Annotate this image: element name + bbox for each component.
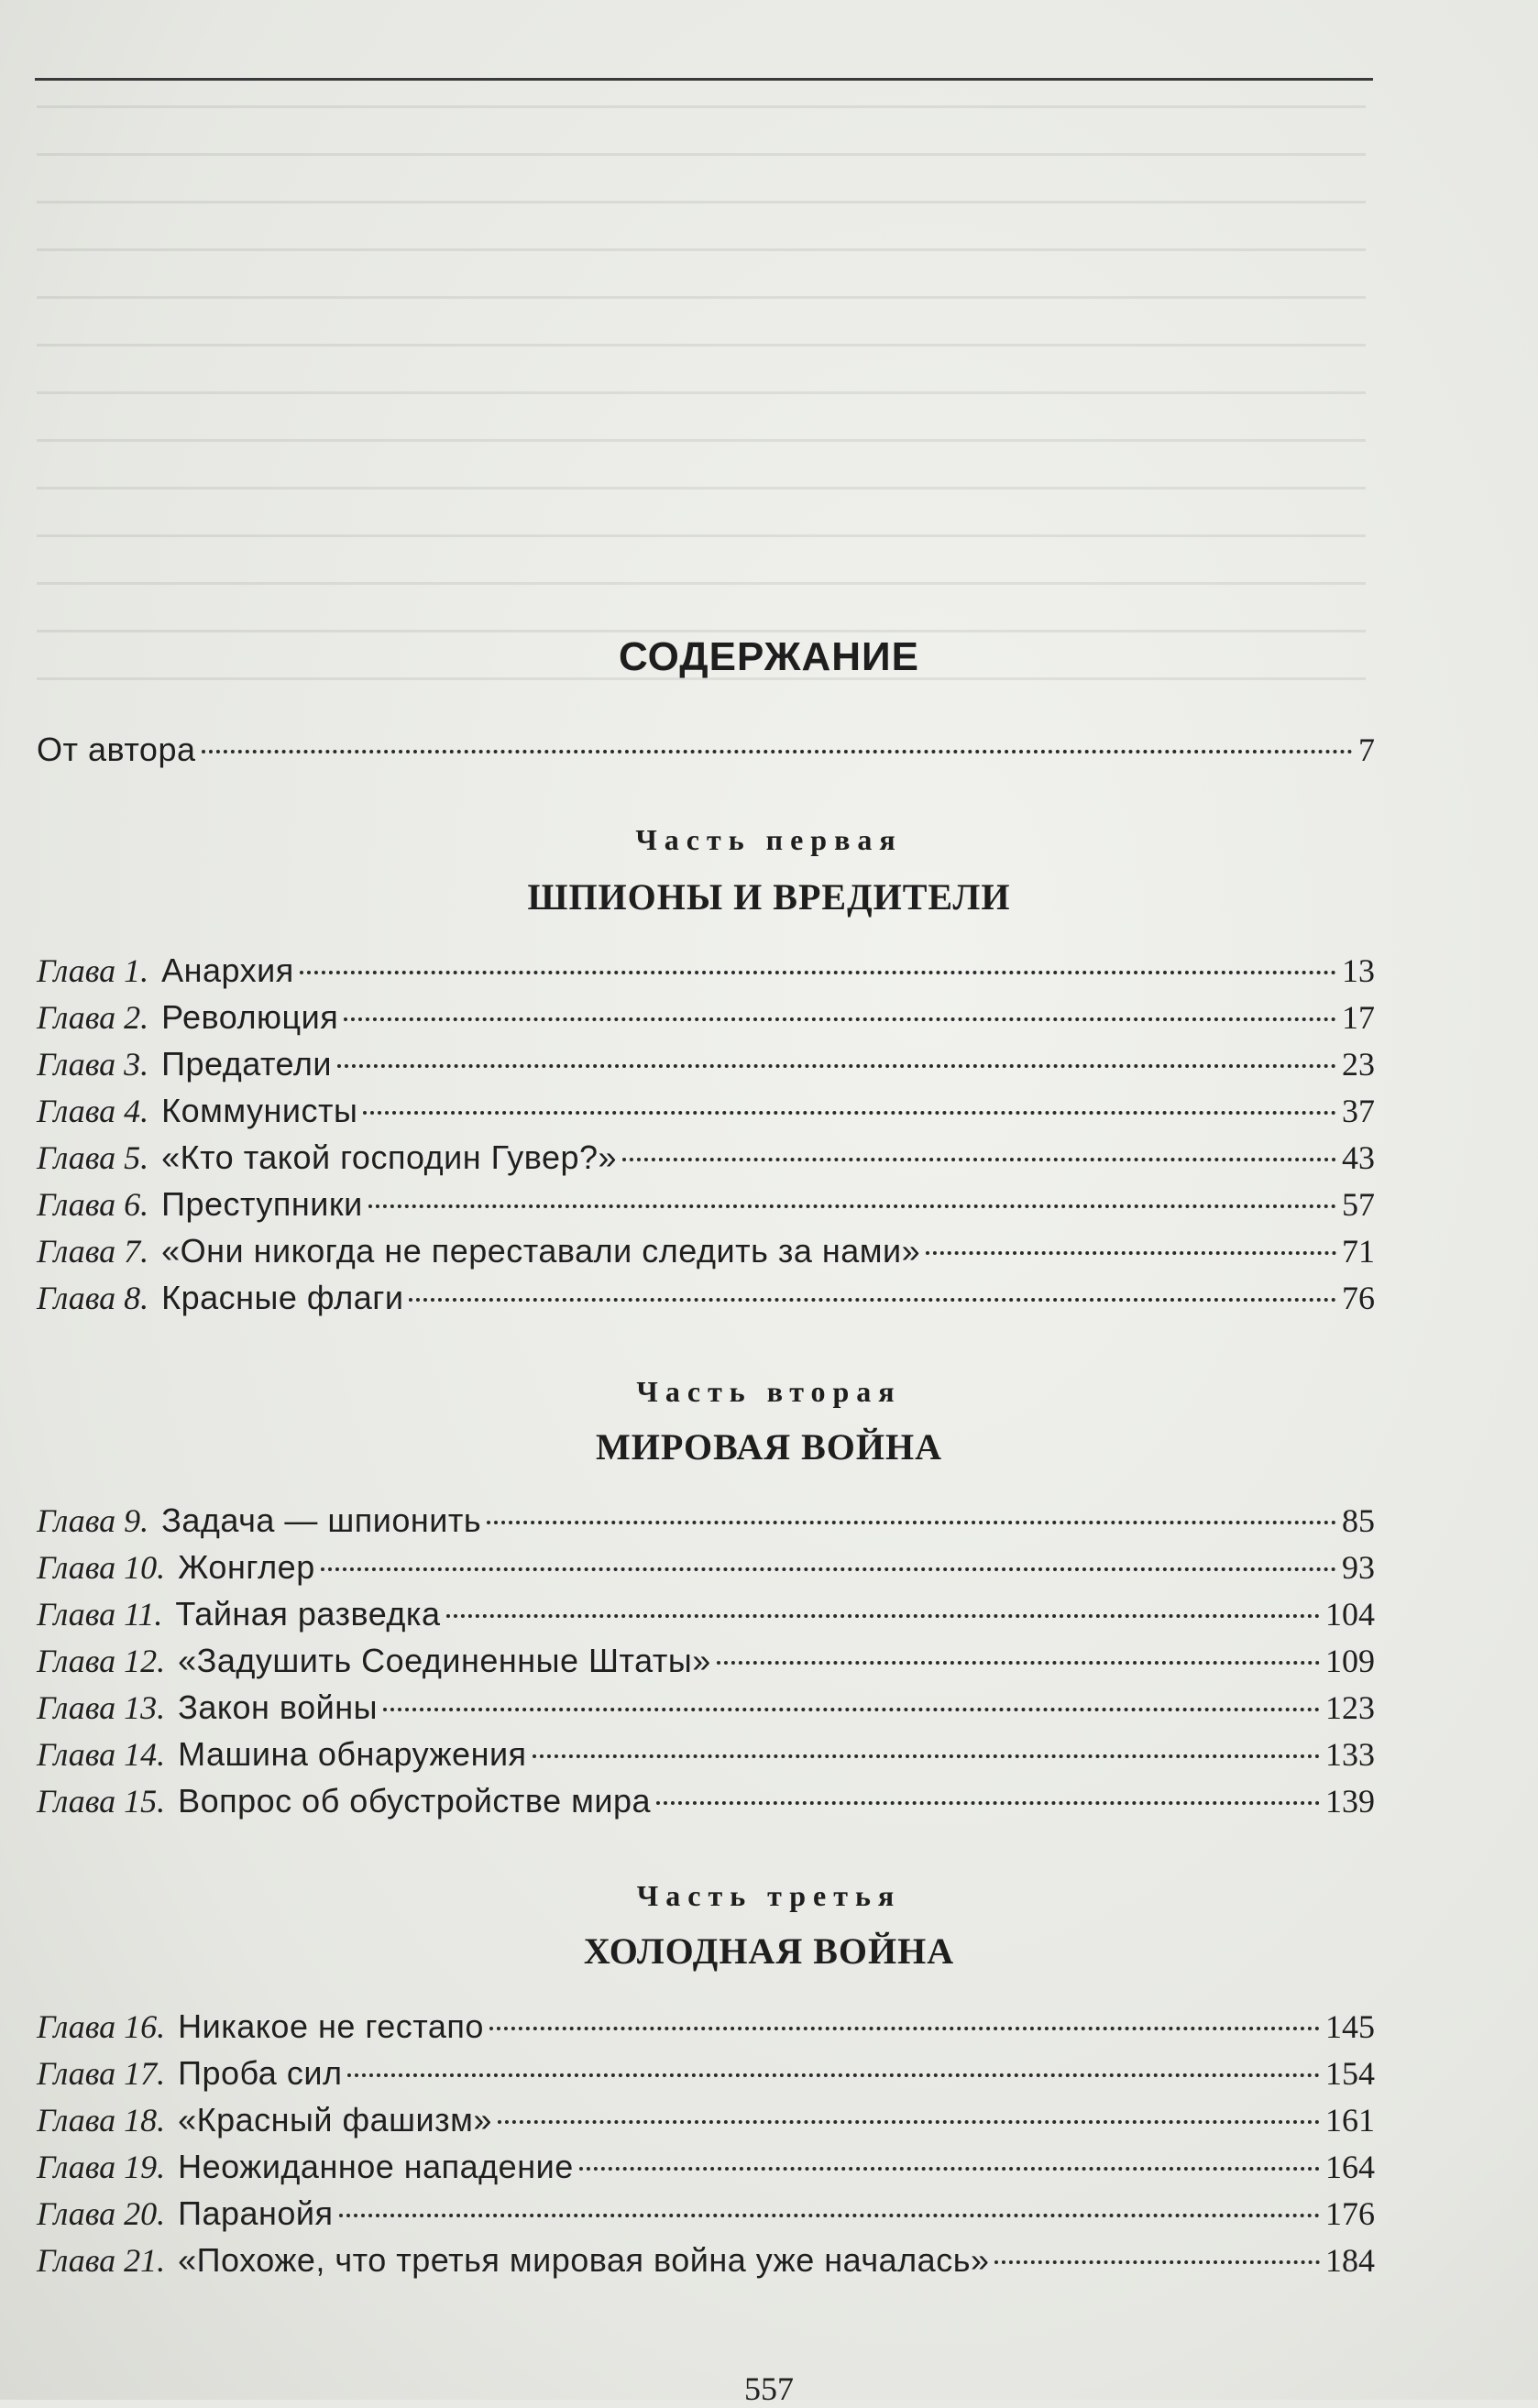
chapter-page: 13 [1342, 952, 1375, 989]
toc-entry [37, 2238, 1375, 2283]
bleed-through-line [37, 534, 1366, 537]
chapter-title: Тайная разведка [175, 1595, 441, 1633]
dot-leader [300, 971, 1336, 974]
chapter-title: Паранойя [178, 2194, 334, 2232]
part-title: ШПИОНЫ И ВРЕДИТЕЛИ [527, 876, 1011, 918]
bleed-through-line [37, 630, 1366, 632]
chapter-number: Глава 6. [37, 1186, 149, 1223]
dot-leader [202, 750, 1354, 753]
chapter-title: Закон войны [178, 1688, 379, 1726]
chapter-number: Глава 15. [37, 1783, 166, 1820]
part-label: Часть первая [635, 823, 903, 856]
toc-entry [37, 1638, 1375, 1684]
chapter-page: 133 [1325, 1736, 1375, 1773]
chapter-page: 154 [1325, 2055, 1375, 2092]
chapter-title: Революция [161, 998, 339, 1036]
chapter-page: 23 [1342, 1046, 1375, 1083]
chapter-number: Глава 19. [37, 2149, 166, 2185]
chapter-number: Глава 5. [37, 1139, 149, 1176]
toc-entry [37, 2191, 1375, 2237]
dot-leader [344, 1017, 1336, 1021]
chapter-page: 71 [1342, 1233, 1375, 1270]
bleed-through-line [37, 439, 1366, 442]
toc-entry [37, 2144, 1375, 2190]
chapter-number: Глава 3. [37, 1046, 149, 1083]
bleed-through-line [37, 391, 1366, 394]
chapter-title: Проба сил [178, 2054, 343, 2092]
part-label: Часть вторая [636, 1375, 902, 1408]
bleed-through-line [37, 344, 1366, 346]
bleed-through-line [37, 487, 1366, 489]
chapter-number: Глава 11. [37, 1596, 163, 1633]
chapter-page: 109 [1325, 1643, 1375, 1679]
dot-leader [489, 2027, 1320, 2030]
chapter-page: 43 [1342, 1139, 1375, 1176]
dot-leader [994, 2260, 1320, 2264]
toc-entry [37, 1041, 1375, 1087]
chapter-title: Анархия [161, 951, 294, 989]
dot-leader [363, 1111, 1336, 1115]
dot-leader [487, 1521, 1336, 1524]
chapter-number: Глава 4. [37, 1093, 149, 1129]
bleed-through-line [37, 582, 1366, 585]
toc-entry-page: 7 [1358, 731, 1375, 768]
chapter-number: Глава 12. [37, 1643, 166, 1679]
chapter-title: «Задушить Соединенные Штаты» [178, 1642, 711, 1679]
chapter-number: Глава 13. [37, 1689, 166, 1726]
dot-leader [926, 1251, 1336, 1255]
dot-leader [579, 2167, 1320, 2171]
chapter-title: «Кто такой господин Гувер?» [161, 1138, 618, 1176]
chapter-number: Глава 9. [37, 1502, 149, 1539]
dot-leader [717, 1661, 1320, 1665]
toc-entry [37, 1498, 1375, 1544]
toc-entry [37, 1732, 1375, 1777]
toc-entry [37, 995, 1375, 1040]
chapter-number: Глава 18. [37, 2102, 166, 2139]
dot-leader [321, 1567, 1336, 1571]
dot-leader [383, 1708, 1320, 1711]
toc-entry [37, 2004, 1375, 2050]
chapter-number: Глава 21. [37, 2242, 166, 2279]
dot-leader [446, 1614, 1321, 1618]
chapter-page: 104 [1325, 1596, 1375, 1633]
part-label: Часть третья [636, 1879, 902, 1912]
chapter-page: 85 [1342, 1502, 1375, 1539]
chapter-page: 139 [1325, 1783, 1375, 1820]
toc-entry [37, 1275, 1375, 1321]
bleed-through-line [37, 201, 1366, 203]
dot-leader [656, 1801, 1320, 1805]
chapter-title: «Красный фашизм» [178, 2101, 492, 2139]
dot-leader [622, 1158, 1336, 1161]
chapter-title: Никакое не гестапо [178, 2007, 484, 2045]
top-rule [35, 78, 1373, 81]
bleed-through-line [37, 105, 1366, 108]
chapter-number: Глава 1. [37, 952, 149, 989]
chapter-title: «Похоже, что третья мировая война уже началась» [178, 2241, 990, 2279]
chapter-title: Неожиданное нападение [178, 2148, 574, 2185]
toc-entry [37, 1685, 1375, 1731]
dot-leader [337, 1064, 1336, 1068]
chapter-title: Машина обнаружения [178, 1735, 527, 1773]
chapter-page: 176 [1325, 2195, 1375, 2232]
dot-leader [409, 1298, 1336, 1302]
toc-entry [37, 1182, 1375, 1227]
dot-leader [368, 1204, 1336, 1208]
toc-entry [37, 1228, 1375, 1274]
chapter-title: Преступники [161, 1185, 363, 1223]
chapter-page: 93 [1342, 1549, 1375, 1586]
toc-entry-title: От автора [37, 731, 196, 768]
chapter-page: 57 [1342, 1186, 1375, 1223]
chapter-title: Красные флаги [161, 1279, 404, 1316]
chapter-number: Глава 7. [37, 1233, 149, 1270]
chapter-title: «Они никогда не переставали следить за нами» [161, 1232, 921, 1270]
toc-entry [37, 1545, 1375, 1590]
chapter-number: Глава 17. [37, 2055, 166, 2092]
chapter-title: Коммунисты [161, 1092, 358, 1129]
chapter-page: 184 [1325, 2242, 1375, 2279]
toc-entry [37, 1778, 1375, 1824]
dot-leader [347, 2073, 1320, 2077]
toc-entry-intro [37, 727, 1375, 773]
chapter-number: Глава 10. [37, 1549, 166, 1586]
part-title: МИРОВАЯ ВОЙНА [595, 1426, 943, 1468]
dot-leader [533, 1754, 1320, 1758]
chapter-page: 145 [1325, 2008, 1375, 2045]
bleed-through-line [37, 296, 1366, 299]
toc-entry [37, 948, 1375, 994]
page-title: СОДЕРЖАНИЕ [618, 634, 920, 679]
chapter-title: Жонглер [178, 1548, 315, 1586]
bleed-through-line [37, 153, 1366, 156]
dot-leader [498, 2120, 1320, 2124]
part-title: ХОЛОДНАЯ ВОЙНА [583, 1930, 955, 1972]
chapter-number: Глава 20. [37, 2195, 166, 2232]
toc-entry [37, 1135, 1375, 1181]
chapter-page: 161 [1325, 2102, 1375, 2139]
toc-entry [37, 2097, 1375, 2143]
chapter-title: Задача — шпионить [161, 1501, 482, 1539]
chapter-page: 76 [1342, 1280, 1375, 1316]
toc-entry [37, 1591, 1375, 1637]
chapter-number: Глава 14. [37, 1736, 166, 1773]
chapter-number: Глава 2. [37, 999, 149, 1036]
chapter-number: Глава 16. [37, 2008, 166, 2045]
chapter-page: 17 [1342, 999, 1375, 1036]
chapter-page: 164 [1325, 2149, 1375, 2185]
chapter-title: Вопрос об обустройстве мира [178, 1782, 652, 1820]
dot-leader [339, 2214, 1320, 2217]
page-number: 557 [744, 2370, 794, 2407]
bleed-through-line [37, 248, 1366, 251]
chapter-title: Предатели [161, 1045, 332, 1083]
toc-entry [37, 1088, 1375, 1134]
toc-entry [37, 2051, 1375, 2096]
chapter-page: 123 [1325, 1689, 1375, 1726]
chapter-page: 37 [1342, 1093, 1375, 1129]
chapter-number: Глава 8. [37, 1280, 149, 1316]
